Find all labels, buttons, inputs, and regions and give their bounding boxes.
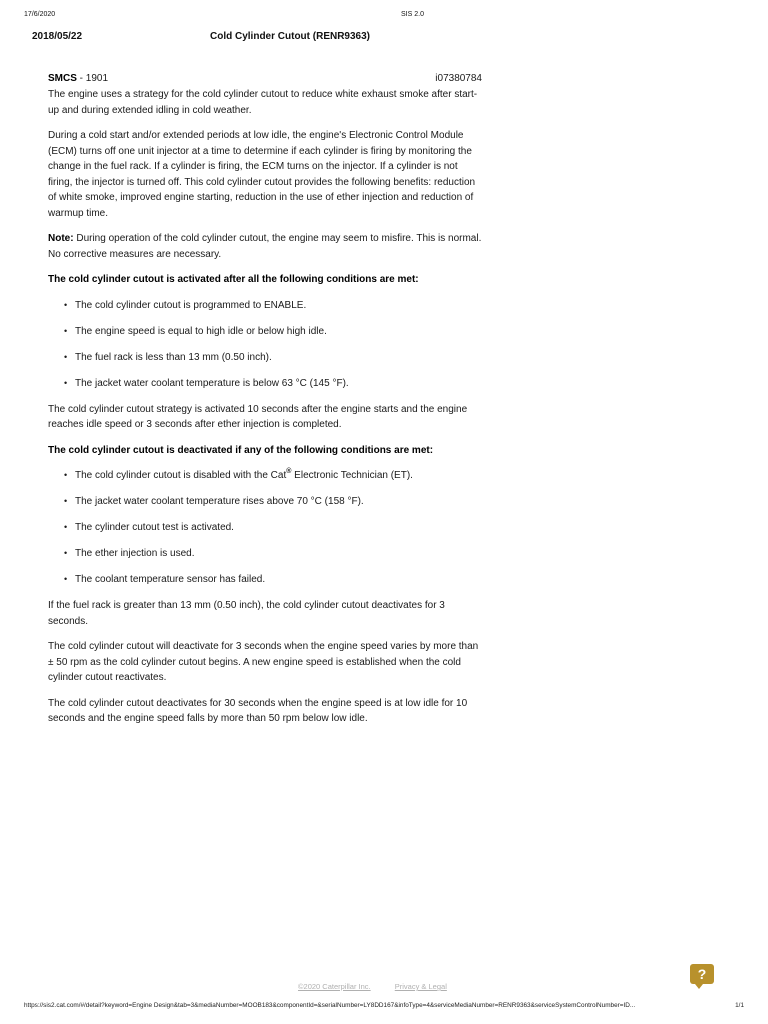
list-item: • The jacket water coolant temperature is below 63 °C (145 °F).: [48, 376, 482, 392]
list-item: [48, 468, 482, 484]
page-number: 1/1: [735, 1002, 744, 1009]
list-item-text: The cold cylinder cutout is disabled with the Cat: [75, 470, 287, 481]
print-footer: [24, 1002, 744, 1009]
question-icon: ?: [697, 966, 707, 982]
activated-list: [48, 298, 482, 392]
print-date: 17/6/2020: [24, 11, 56, 18]
list-item-text: Electronic Technician (ET).: [291, 470, 413, 481]
footer-links: [298, 982, 447, 991]
deactivated-list: [48, 468, 482, 588]
list-item: • The cylinder cutout test is activated.: [48, 520, 482, 536]
list-item: • The cold cylinder cutout is programmed to ENABLE.: [48, 298, 482, 314]
print-app-name: SIS 2.0: [401, 11, 424, 18]
document-id: i07380784: [435, 73, 482, 84]
note-label: Note:: [48, 233, 74, 244]
note-text: During operation of the cold cylinder cutout, the engine may seem to misfire. This is normal. No corrective measures are necessary.: [48, 233, 482, 260]
list-item: • The coolant temperature sensor has failed.: [48, 572, 482, 588]
fuel-rack-paragraph: If the fuel rack is greater than 13 mm (0.50 inch), the cold cylinder cutout deactivates for 3 seconds.: [48, 600, 445, 627]
list-item: • The fuel rack is less than 13 mm (0.50 inch).: [48, 350, 482, 366]
smcs-row: [48, 72, 482, 86]
cold-start-paragraph: During a cold start and/or extended periods at low idle, the engine's Electronic Control Module (ECM) turns off one unit injector at a time to determine if each cylinder is firing by monitoring the change in the fuel rack. If a cylinder is firing, the ECM turns on the injector. If a cylinder is not firing, the injector is turned off. This cold cylinder cutout provides the following benefits: reduction of white smoke, improved engine starting, reduction in the use of ether injection and reduction of warmup time.: [48, 130, 476, 219]
note-paragraph: [48, 231, 482, 262]
registered-mark: ®: [286, 468, 292, 475]
smcs-label: SMCS: [48, 73, 77, 84]
document-body: [48, 72, 482, 737]
activation-timing-paragraph: The cold cylinder cutout strategy is activated 10 seconds after the engine starts and the engine reaches idle speed or 3 seconds after ether injection is completed.: [48, 403, 468, 430]
page-url: https://sis2.cat.com/#/detail?keyword=Engine Design&tab=3&mediaNumber=MOOB183&componentId=&serialNumber=LY8DD167&infoType=4&serviceMediaNumber=RENR9363&serviceSystemControlNumber=ID...: [24, 1002, 636, 1009]
list-item: • The ether injection is used.: [48, 546, 482, 562]
intro-paragraph: The engine uses a strategy for the cold cylinder cutout to reduce white exhaust smoke after start-up and during extended idling in cold weather.: [48, 89, 478, 116]
print-header: [0, 11, 768, 23]
publication-date: 2018/05/22: [32, 31, 83, 42]
low-idle-paragraph: The cold cylinder cutout deactivates for 30 seconds when the engine speed is at low idle for 10 seconds and the engine speed falls by more than 50 rpm below low idle.: [48, 697, 468, 724]
deactivated-heading: The cold cylinder cutout is deactivated if any of the following conditions are met:: [48, 444, 434, 456]
privacy-legal-link[interactable]: Privacy & Legal: [394, 982, 447, 991]
speed-variation-paragraph: The cold cylinder cutout will deactivate for 3 seconds when the engine speed varies by more than ± 50 rpm as the cold cylinder cutout begins. A new engine speed is established when the cold cylinder cutout reactivates.: [48, 641, 479, 683]
copyright-link[interactable]: ©2020 Caterpillar Inc.: [298, 982, 371, 991]
activated-heading: The cold cylinder cutout is activated after all the following conditions are met:: [48, 274, 419, 285]
document-title: Cold Cylinder Cutout (RENR9363): [210, 31, 371, 42]
help-button[interactable]: [690, 964, 714, 984]
list-item: • The engine speed is equal to high idle or below high idle.: [48, 324, 482, 340]
list-item: • The jacket water coolant temperature rises above 70 °C (158 °F).: [48, 494, 482, 510]
smcs-value: - 1901: [76, 73, 109, 84]
